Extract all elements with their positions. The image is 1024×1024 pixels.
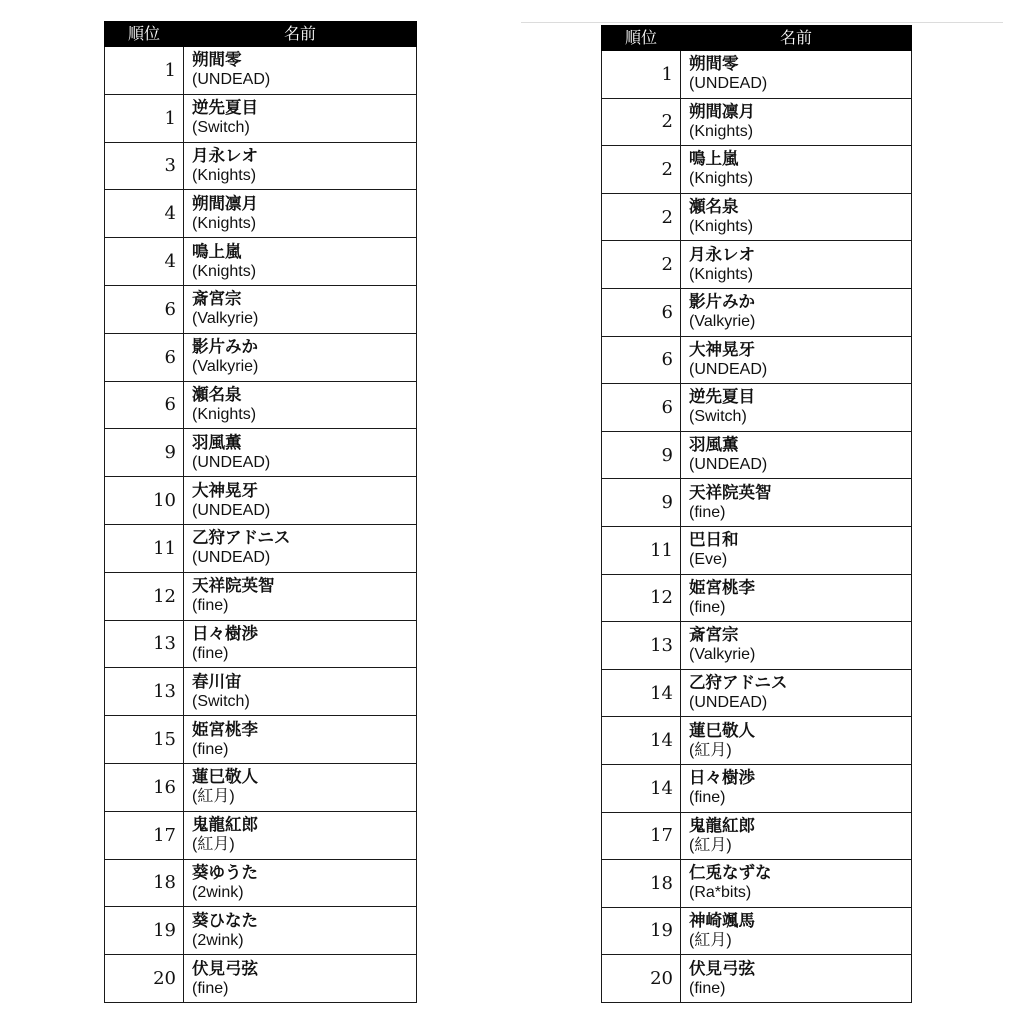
rank-cell: 17	[105, 811, 184, 859]
unit-name: (紅月)	[192, 836, 235, 854]
member-name: 逆先夏目	[192, 98, 258, 118]
member-name: 朔間凛月	[689, 101, 755, 121]
unit-name: (紅月)	[689, 741, 732, 759]
unit-name: (Knights)	[192, 405, 257, 423]
rank-cell: 14	[602, 764, 681, 812]
member-name: 鬼龍紅郎	[689, 815, 755, 835]
name-cell	[184, 763, 417, 811]
rank-cell: 13	[105, 620, 184, 668]
unit-name: (fine)	[689, 598, 726, 616]
rank-cell: 2	[602, 193, 681, 241]
unit-name: (fine)	[689, 503, 726, 521]
member-name: 姫宮桃李	[689, 577, 755, 597]
name-cell	[681, 51, 912, 99]
member-name: 鳴上嵐	[192, 241, 242, 261]
rank-cell: 1	[105, 94, 184, 142]
unit-name: (紅月)	[689, 931, 732, 949]
rank-cell: 18	[602, 860, 681, 908]
table-row	[602, 146, 912, 194]
rank-cell: 6	[105, 285, 184, 333]
table-row	[602, 860, 912, 908]
name-cell	[681, 336, 912, 384]
member-name: 朔間零	[192, 50, 242, 70]
rank-cell: 6	[602, 384, 681, 432]
rank-cell: 2	[602, 98, 681, 146]
table-row	[602, 526, 912, 574]
member-name: 朔間零	[689, 54, 739, 74]
unit-name: (UNDEAD)	[689, 456, 768, 474]
member-name: 日々樹渉	[689, 768, 755, 788]
unit-name: (Ra*bits)	[689, 884, 752, 902]
name-cell	[681, 98, 912, 146]
table-row	[602, 955, 912, 1003]
table-row	[105, 716, 417, 764]
table-row	[105, 333, 417, 381]
ranking-table-left	[104, 21, 417, 1003]
name-cell	[184, 955, 417, 1003]
name-cell	[184, 429, 417, 477]
table-header-row	[602, 26, 912, 51]
unit-name: (Knights)	[689, 265, 754, 283]
member-name: 影片みか	[192, 337, 258, 357]
member-name: 天祥院英智	[192, 576, 275, 596]
name-cell	[184, 668, 417, 716]
name-cell	[681, 288, 912, 336]
name-cell	[681, 241, 912, 289]
unit-name: (fine)	[192, 597, 229, 615]
name-cell	[681, 907, 912, 955]
name-cell	[681, 479, 912, 527]
table-row	[602, 193, 912, 241]
name-cell	[184, 238, 417, 286]
member-name: 羽風薫	[689, 435, 739, 455]
rank-cell: 10	[105, 477, 184, 525]
table-row	[105, 572, 417, 620]
member-name: 蓮巳敬人	[192, 767, 258, 787]
member-name: 羽風薫	[192, 432, 242, 452]
name-cell	[184, 142, 417, 190]
table-row	[105, 381, 417, 429]
unit-name: (Switch)	[689, 408, 747, 426]
unit-name: (2wink)	[192, 931, 244, 949]
rank-cell: 19	[602, 907, 681, 955]
member-name: 大神晃牙	[192, 480, 258, 500]
member-name: 瀬名泉	[192, 384, 242, 404]
name-cell	[184, 620, 417, 668]
member-name: 乙狩アドニス	[689, 673, 788, 693]
unit-name: (UNDEAD)	[689, 75, 768, 93]
member-name: 逆先夏目	[689, 387, 755, 407]
member-name: 月永レオ	[192, 145, 258, 165]
member-name: 大神晃牙	[689, 339, 755, 359]
table-row	[105, 524, 417, 572]
unit-name: (Knights)	[689, 218, 754, 236]
table-row	[105, 238, 417, 286]
unit-name: (Knights)	[689, 170, 754, 188]
rank-cell: 13	[602, 622, 681, 670]
table-row	[602, 574, 912, 622]
name-cell	[681, 717, 912, 765]
member-name: 鬼龍紅郎	[192, 815, 258, 835]
unit-name: (Valkyrie)	[192, 358, 259, 376]
table-row	[602, 669, 912, 717]
rank-cell: 9	[602, 479, 681, 527]
table-row	[105, 620, 417, 668]
member-name: 伏見弓弦	[192, 958, 258, 978]
ranking-table-right	[601, 25, 912, 1003]
member-name: 神崎颯馬	[689, 910, 755, 930]
name-cell	[681, 384, 912, 432]
table-row	[105, 142, 417, 190]
table-row	[602, 907, 912, 955]
name-cell	[184, 859, 417, 907]
unit-name: (紅月)	[689, 836, 732, 854]
unit-name: (Eve)	[689, 551, 728, 569]
name-cell	[184, 907, 417, 955]
page-divider-line	[521, 22, 1003, 23]
rank-cell: 14	[602, 669, 681, 717]
unit-name: (UNDEAD)	[192, 71, 271, 89]
table-row	[602, 288, 912, 336]
rank-cell: 20	[105, 955, 184, 1003]
unit-name: (UNDEAD)	[689, 694, 768, 712]
name-column-header: 名前	[681, 26, 912, 51]
table-row	[602, 622, 912, 670]
rank-cell: 15	[105, 716, 184, 764]
member-name: 日々樹渉	[192, 623, 258, 643]
member-name: 葵ひなた	[192, 910, 258, 930]
table-header-row	[105, 22, 417, 47]
table-row	[105, 811, 417, 859]
rank-cell: 6	[105, 333, 184, 381]
unit-name: (Switch)	[192, 119, 250, 137]
rank-cell: 18	[105, 859, 184, 907]
rank-cell: 1	[105, 47, 184, 95]
name-cell	[184, 524, 417, 572]
table-row	[105, 477, 417, 525]
member-name: 春川宙	[192, 671, 242, 691]
rank-cell: 2	[602, 241, 681, 289]
rank-cell: 14	[602, 717, 681, 765]
rank-cell: 9	[105, 429, 184, 477]
name-cell	[681, 812, 912, 860]
member-name: 斎宮宗	[192, 289, 242, 309]
unit-name: (fine)	[689, 789, 726, 807]
unit-name: (Knights)	[192, 262, 257, 280]
name-cell	[184, 333, 417, 381]
name-column-header: 名前	[184, 22, 417, 47]
rank-cell: 19	[105, 907, 184, 955]
table-row	[105, 763, 417, 811]
rank-cell: 4	[105, 190, 184, 238]
unit-name: (Knights)	[689, 122, 754, 140]
table-row	[105, 907, 417, 955]
name-cell	[681, 669, 912, 717]
table-row	[602, 812, 912, 860]
member-name: 鳴上嵐	[689, 149, 739, 169]
name-cell	[184, 47, 417, 95]
member-name: 姫宮桃李	[192, 719, 258, 739]
name-cell	[681, 146, 912, 194]
table-row	[105, 955, 417, 1003]
rank-cell: 16	[105, 763, 184, 811]
member-name: 巴日和	[689, 530, 739, 550]
name-cell	[681, 193, 912, 241]
table-row	[602, 431, 912, 479]
rank-cell: 1	[602, 51, 681, 99]
table-row	[105, 429, 417, 477]
table-row	[105, 859, 417, 907]
unit-name: (UNDEAD)	[192, 453, 271, 471]
table-row	[105, 190, 417, 238]
table-row	[602, 764, 912, 812]
unit-name: (fine)	[192, 979, 229, 997]
name-cell	[681, 431, 912, 479]
unit-name: (Switch)	[192, 692, 250, 710]
table-row	[602, 51, 912, 99]
unit-name: (Knights)	[192, 166, 257, 184]
rank-column-header: 順位	[602, 26, 681, 51]
rank-cell: 6	[602, 336, 681, 384]
rank-cell: 12	[602, 574, 681, 622]
unit-name: (Knights)	[192, 214, 257, 232]
table-row	[602, 384, 912, 432]
member-name: 影片みか	[689, 292, 755, 312]
rank-cell: 20	[602, 955, 681, 1003]
rank-cell: 2	[602, 146, 681, 194]
rank-cell: 4	[105, 238, 184, 286]
table-row	[105, 285, 417, 333]
member-name: 葵ゆうた	[192, 862, 258, 882]
unit-name: (UNDEAD)	[689, 360, 768, 378]
rank-cell: 3	[105, 142, 184, 190]
rank-cell: 11	[105, 524, 184, 572]
unit-name: (紅月)	[192, 788, 235, 806]
name-cell	[184, 477, 417, 525]
name-cell	[184, 716, 417, 764]
name-cell	[681, 622, 912, 670]
unit-name: (fine)	[192, 644, 229, 662]
table-row	[602, 717, 912, 765]
table-row	[105, 94, 417, 142]
name-cell	[681, 526, 912, 574]
rank-cell: 11	[602, 526, 681, 574]
unit-name: (Valkyrie)	[689, 313, 756, 331]
unit-name: (fine)	[192, 740, 229, 758]
name-cell	[681, 860, 912, 908]
table-row	[602, 479, 912, 527]
member-name: 斎宮宗	[689, 625, 739, 645]
unit-name: (2wink)	[192, 883, 244, 901]
name-cell	[184, 285, 417, 333]
unit-name: (Valkyrie)	[689, 646, 756, 664]
table-row	[105, 668, 417, 716]
member-name: 仁兎なずな	[689, 863, 772, 883]
name-cell	[184, 572, 417, 620]
table-row	[602, 98, 912, 146]
table-row	[602, 336, 912, 384]
member-name: 月永レオ	[689, 244, 755, 264]
member-name: 瀬名泉	[689, 197, 739, 217]
unit-name: (UNDEAD)	[192, 501, 271, 519]
unit-name: (Valkyrie)	[192, 310, 259, 328]
name-cell	[184, 94, 417, 142]
name-cell	[184, 190, 417, 238]
rank-cell: 6	[105, 381, 184, 429]
name-cell	[184, 381, 417, 429]
unit-name: (fine)	[689, 979, 726, 997]
rank-cell: 6	[602, 288, 681, 336]
name-cell	[184, 811, 417, 859]
member-name: 蓮巳敬人	[689, 720, 755, 740]
name-cell	[681, 955, 912, 1003]
member-name: 伏見弓弦	[689, 958, 755, 978]
member-name: 天祥院英智	[689, 482, 772, 502]
rank-cell: 17	[602, 812, 681, 860]
member-name: 朔間凛月	[192, 193, 258, 213]
rank-cell: 12	[105, 572, 184, 620]
name-cell	[681, 574, 912, 622]
rank-cell: 9	[602, 431, 681, 479]
name-cell	[681, 764, 912, 812]
unit-name: (UNDEAD)	[192, 549, 271, 567]
rank-column-header: 順位	[105, 22, 184, 47]
member-name: 乙狩アドニス	[192, 528, 291, 548]
table-row	[602, 241, 912, 289]
table-row	[105, 47, 417, 95]
rank-cell: 13	[105, 668, 184, 716]
